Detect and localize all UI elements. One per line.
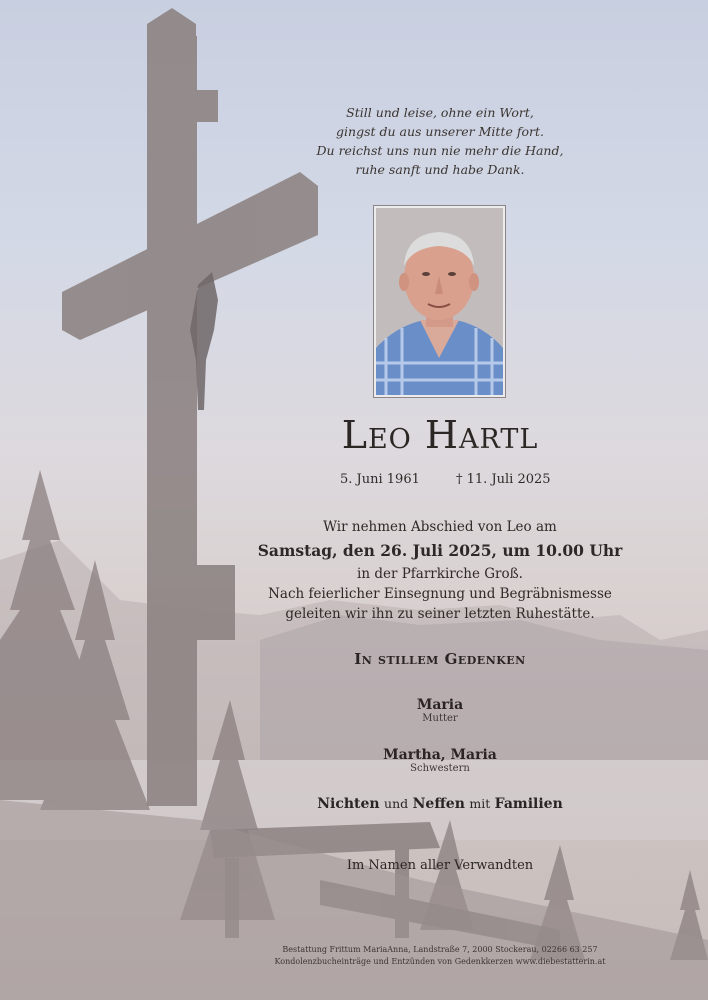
portrait-photo [373, 205, 506, 398]
mourners-heading: In stillem Gedenken [354, 650, 526, 668]
funeral-home-footer [190, 944, 690, 968]
footer-condolence: Kondolenzbucheinträge und Entzünden von Gedenkkerzen www.diebestatterin.at [274, 957, 606, 966]
relatives-note: Im Namen aller Verwandten [346, 858, 534, 873]
funeral-location: in der Pfarrkirche Groß. [357, 566, 523, 582]
mourner-relation: Mutter [422, 713, 458, 724]
mourner-relation: Schwestern [410, 763, 470, 774]
extended-family [190, 796, 690, 812]
poem-line: gingst du aus unserer Mitte fort. [336, 124, 544, 139]
poem-line: Du reichst uns nun nie mehr die Hand, [316, 143, 564, 158]
family-nephews: Neffen [412, 796, 465, 812]
poem-line: ruhe sanft und habe Dank. [355, 162, 525, 177]
family-connector: und [384, 796, 409, 811]
birth-date: 5. Juni 1961 [340, 472, 420, 487]
portrait-image [376, 208, 503, 395]
footer-address: Bestattung Frittum MariaAnna, Landstraße 7, 2000 Stockerau, 02266 63 257 [282, 945, 598, 954]
mourner-name: Maria [416, 697, 464, 713]
family-families: Familien [494, 796, 563, 812]
announcement-intro: Wir nehmen Abschied von Leo am [323, 519, 557, 535]
family-connector: mit [469, 796, 491, 811]
funeral-date-time: Samstag, den 26. Juli 2025, um 10.00 Uhr [257, 541, 623, 560]
family-nieces: Nichten [317, 796, 380, 812]
announcement-line: Nach feierlicher Einsegnung und Begräbnismesse [268, 586, 612, 602]
mourner-entry [190, 747, 690, 774]
mourner-entry [190, 697, 690, 724]
mourner-name: Martha, Maria [383, 747, 497, 763]
poem-line: Still und leise, ohne ein Wort, [346, 105, 534, 120]
deceased-name: Leo Hartl [341, 413, 539, 457]
funeral-announcement [190, 517, 690, 624]
death-date: † 11. Juli 2025 [456, 472, 551, 487]
announcement-line: geleiten wir ihn zu seiner letzten Ruhestätte. [285, 606, 595, 622]
memorial-poem [190, 103, 690, 179]
